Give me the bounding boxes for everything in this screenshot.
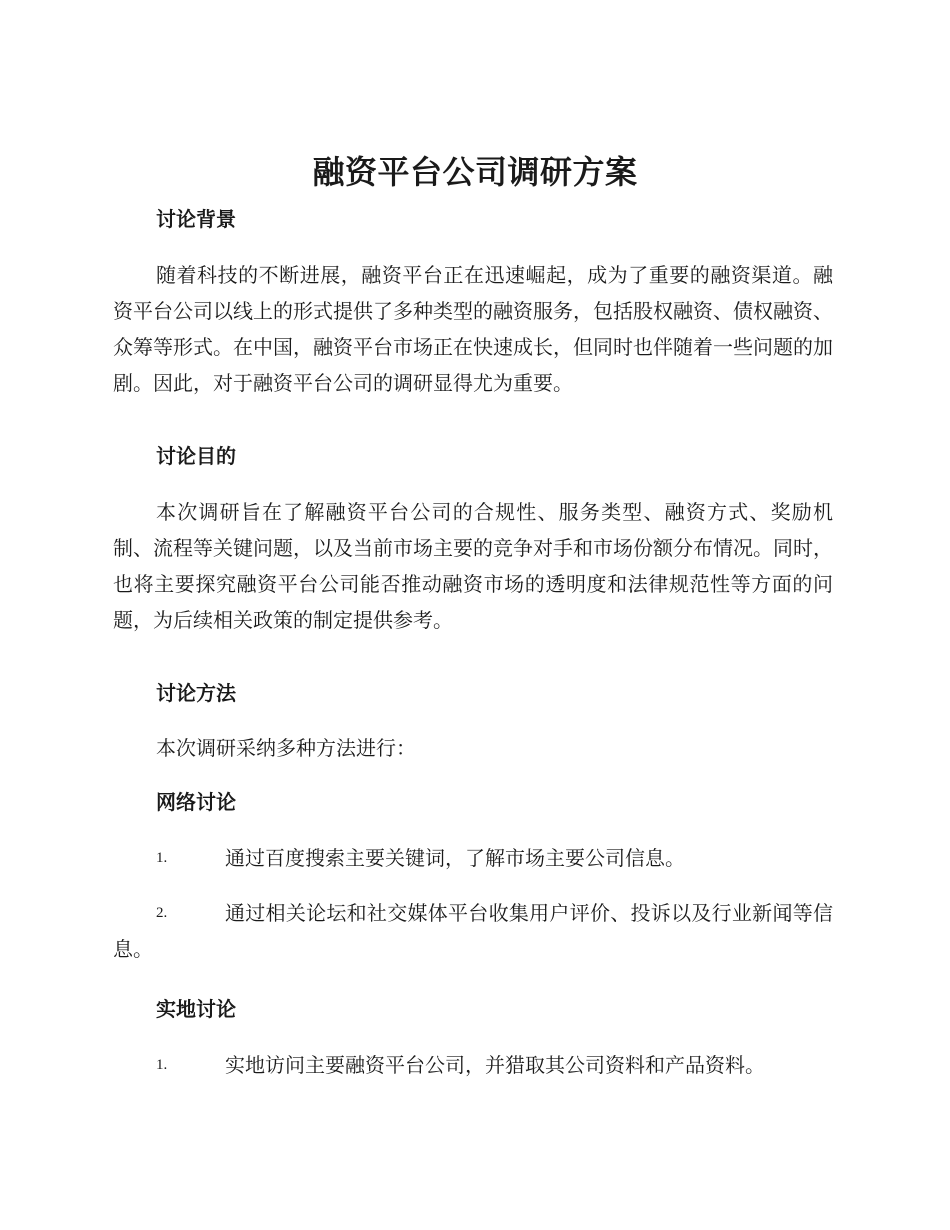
list-item-text: 通过相关论坛和社交媒体平台收集用户评价、投诉以及行业新闻等信息。 — [113, 901, 833, 961]
section-paragraph-method: 本次调研采纳多种方法进行： — [156, 736, 416, 760]
section-heading-online: 网络讨论 — [156, 790, 236, 814]
list-item — [113, 840, 833, 876]
list-item-number: 1. — [156, 1057, 168, 1073]
section-heading-method: 讨论方法 — [156, 681, 236, 705]
list-item-number: 1. — [156, 850, 168, 866]
list-item-number: 2. — [156, 905, 168, 921]
list-item — [113, 1047, 833, 1083]
section-heading-fieldwork: 实地讨论 — [156, 997, 236, 1021]
document-title: 融资平台公司调研方案 — [312, 153, 638, 191]
list-item — [113, 895, 833, 967]
list-item-text: 实地访问主要融资平台公司，并猎取其公司资料和产品资料。 — [225, 1053, 765, 1077]
section-paragraph-background: 随着科技的不断进展，融资平台正在迅速崛起，成为了重要的融资渠道。融资平台公司以线上的形式提供了多种类型的融资服务，包括股权融资、债权融资、众筹等形式。在中国，融资平台市场正在快速成长，但同时也伴随着一些问题的加剧。因此，对于融资平台公司的调研显得尤为重要。 — [113, 263, 833, 395]
list-item-text: 通过百度搜索主要关键词，了解市场主要公司信息。 — [225, 846, 685, 870]
section-paragraph-purpose: 本次调研旨在了解融资平台公司的合规性、服务类型、融资方式、奖励机制、流程等关键问题，以及当前市场主要的竞争对手和市场份额分布情况。同时，也将主要探究融资平台公司能否推动融资市场的透明度和法律规范性等方面的问题，为后续相关政策的制定提供参考。 — [113, 500, 833, 632]
section-heading-background: 讨论背景 — [156, 207, 236, 231]
section-heading-purpose: 讨论目的 — [156, 444, 236, 468]
